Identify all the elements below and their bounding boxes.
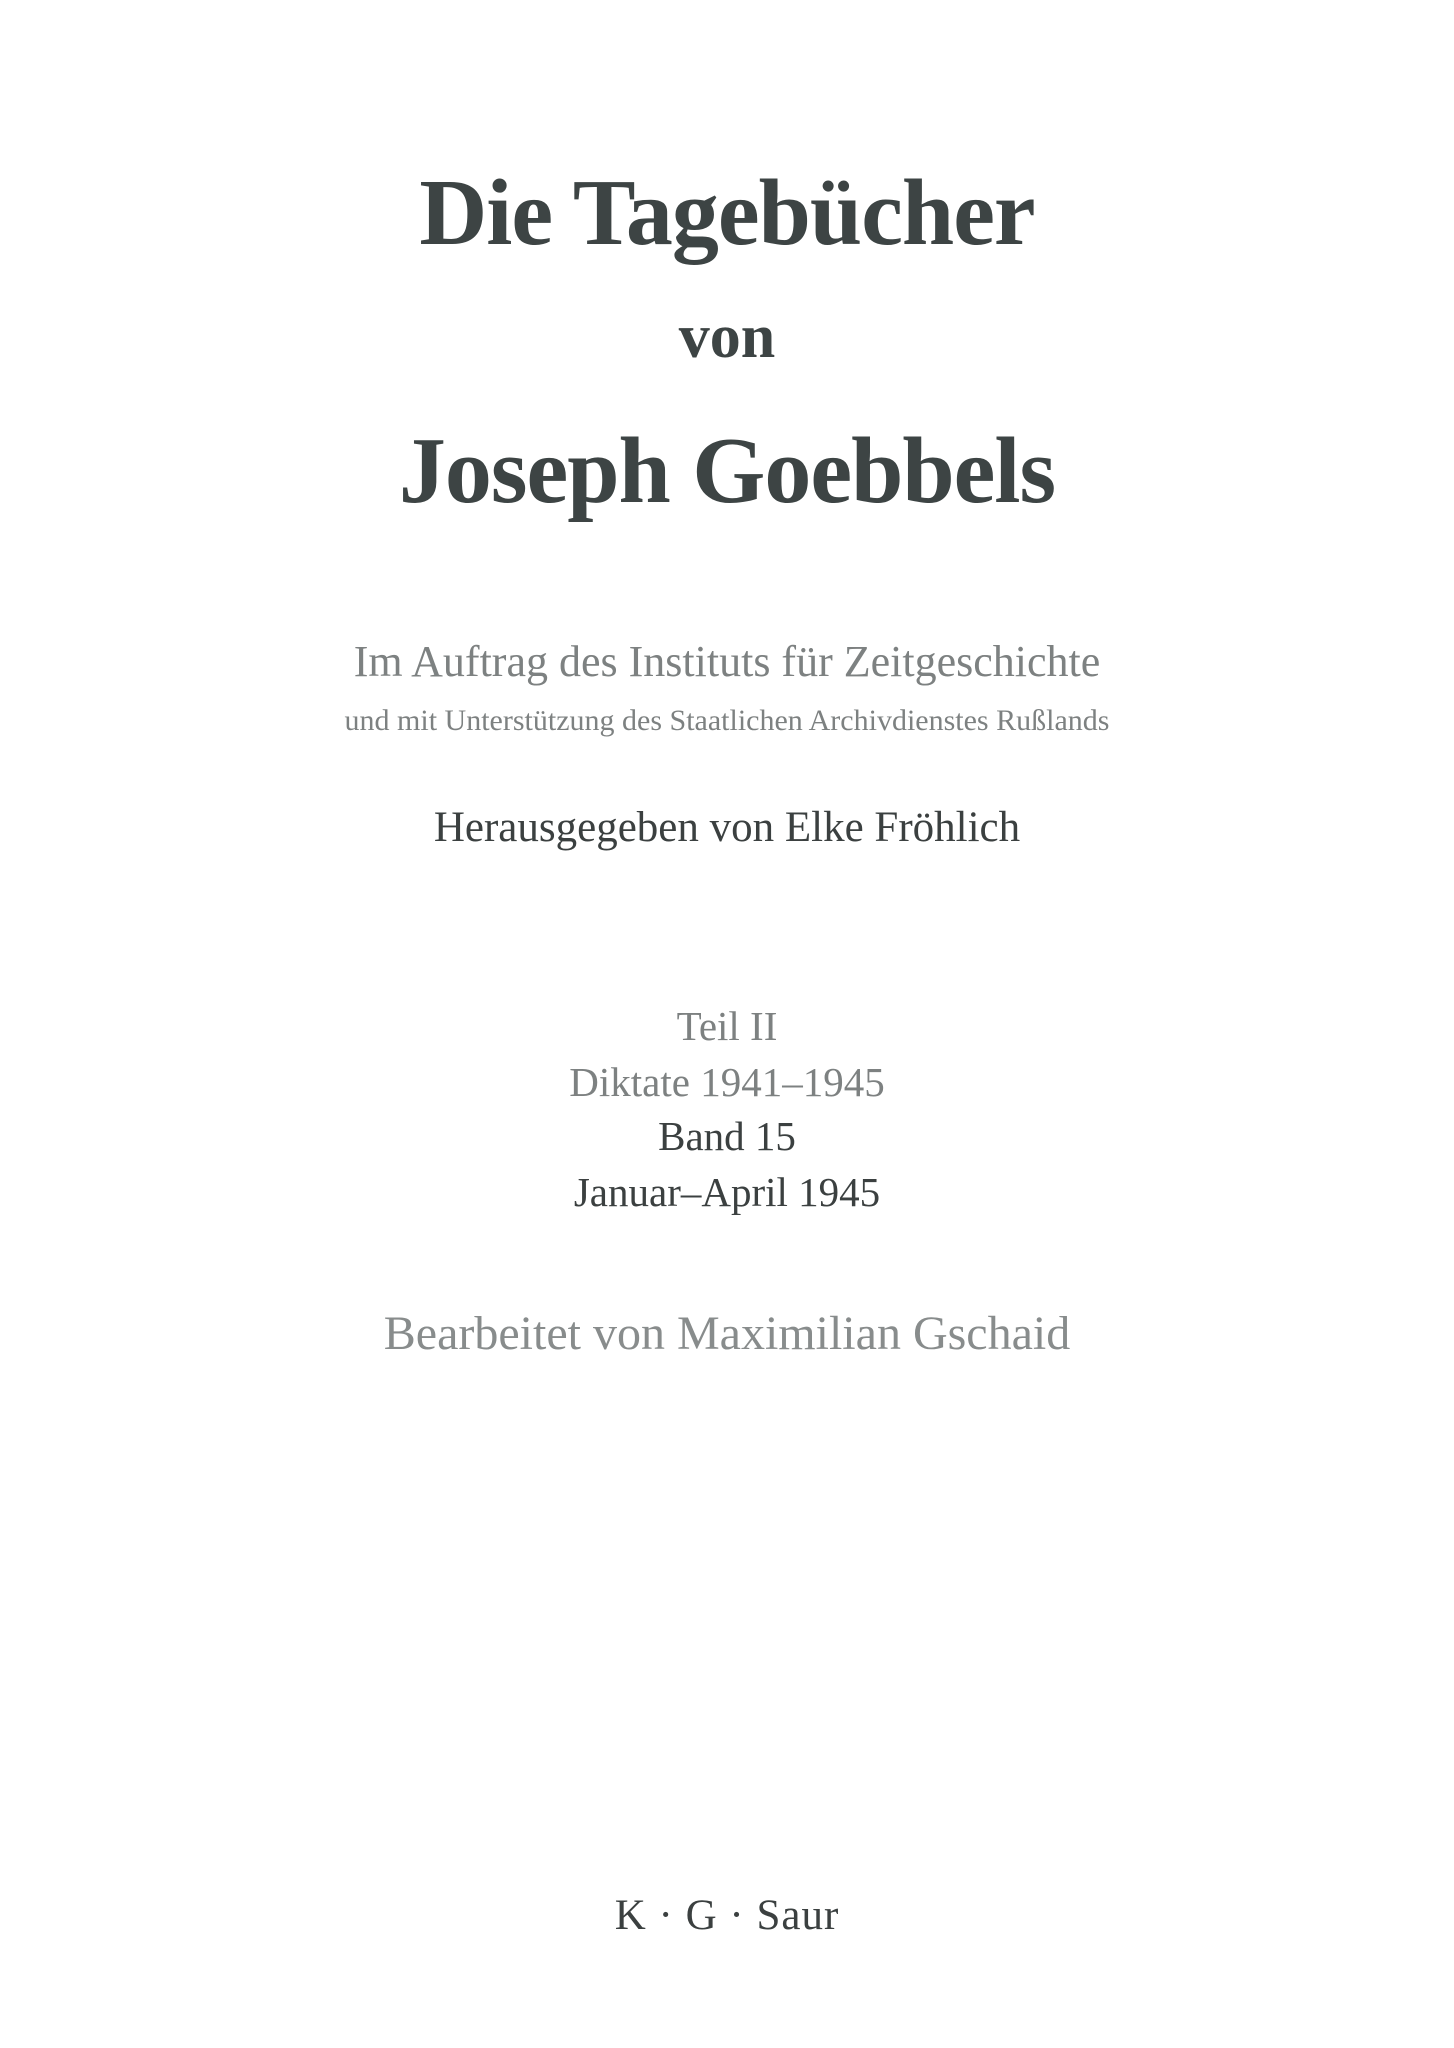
commission-line-1: Im Auftrag des Instituts für Zeitgeschichte: [353, 637, 1101, 686]
volume-band: Band 15: [658, 1113, 796, 1159]
volume-part: Teil II: [676, 1003, 778, 1049]
volume-period: Januar–April 1945: [573, 1169, 881, 1215]
commission-line-2: und mit Unterstützung des Staatlichen Archivdienstes Rußlands: [344, 704, 1110, 737]
book-title-line-2: von: [678, 303, 776, 371]
book-title-line-1: Die Tagebücher: [419, 161, 1035, 265]
editor-credit: Herausgegeben von Elke Fröhlich: [433, 804, 1021, 851]
publisher-imprint: K · G · Saur: [614, 1892, 840, 1939]
book-title-line-3: Joseph Goebbels: [398, 419, 1056, 523]
compiler-credit: Bearbeitet von Maximilian Gschaid: [383, 1307, 1071, 1360]
volume-series: Diktate 1941–1945: [569, 1059, 885, 1105]
